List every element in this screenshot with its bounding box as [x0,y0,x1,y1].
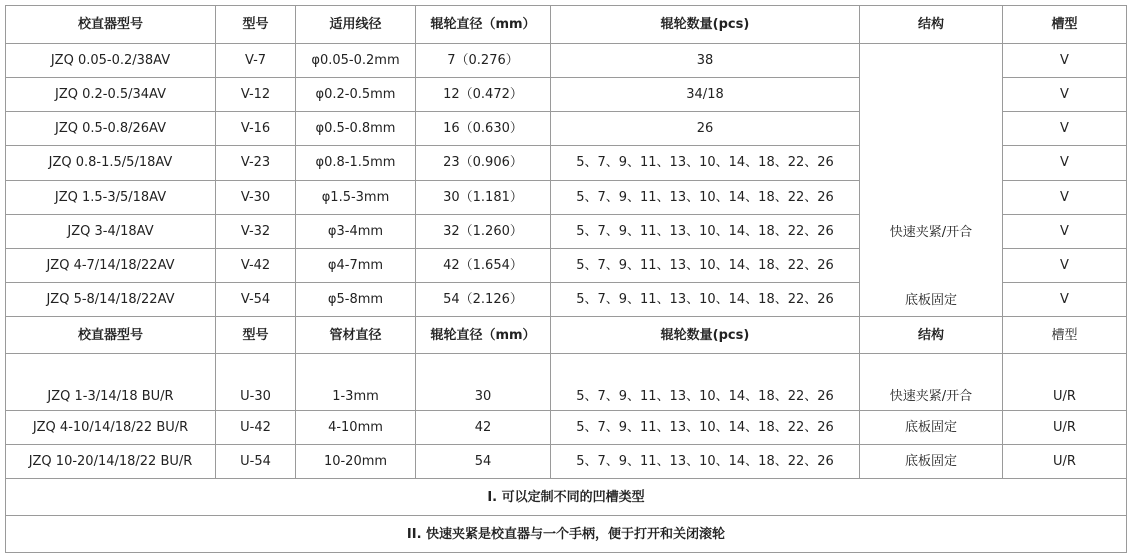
cell-range: φ5-8mm [296,282,416,316]
v-header-row [6,6,1127,44]
cell-range: φ4-7mm [296,248,416,282]
cell-qty: 5、7、9、11、13、10、14、18、22、26 [551,445,860,479]
cell-diameter: 42（1.654） [416,248,551,282]
note-row [6,516,1127,553]
cell-range: φ0.8-1.5mm [296,146,416,180]
col-header-roller-diameter: 辊轮直径（mm） [416,317,551,354]
table-row [6,44,1127,78]
cell-model: JZQ 0.8-1.5/5/18AV [6,146,216,180]
structure-quick-clamp: 快速夹紧/开合 [889,225,973,240]
cell-range: φ3-4mm [296,214,416,248]
cell-range: φ1.5-3mm [296,180,416,214]
cell-model: JZQ 3-4/18AV [6,214,216,248]
cell-groove: V [1003,282,1127,316]
cell-type: V-30 [216,180,296,214]
cell-diameter: 54 [416,445,551,479]
cell-groove: V [1003,248,1127,282]
cell-range: 1-3mm [296,354,416,411]
cell-diameter: 42 [416,411,551,445]
cell-diameter: 23（0.906） [416,146,551,180]
cell-groove: U/R [1003,354,1127,411]
straightener-spec-table [5,5,1127,553]
cell-type: U-30 [216,354,296,411]
note-row [6,479,1127,516]
cell-range: φ0.5-0.8mm [296,112,416,146]
table-row [6,411,1127,445]
cell-groove: V [1003,78,1127,112]
cell-model: JZQ 4-10/14/18/22 BU/R [6,411,216,445]
note-quick-clamp: II. 快速夹紧是校直器与一个手柄，便于打开和关闭滚轮 [6,516,1127,553]
col-header-model: 校直器型号 [6,317,216,354]
cell-qty: 5、7、9、11、13、10、14、18、22、26 [551,146,860,180]
cell-type: V-42 [216,248,296,282]
col-header-roller-diameter: 辊轮直径（mm） [416,6,551,44]
cell-diameter: 54（2.126） [416,282,551,316]
cell-type: U-54 [216,445,296,479]
cell-groove: U/R [1003,411,1127,445]
cell-diameter: 16（0.630） [416,112,551,146]
col-header-model: 校直器型号 [6,6,216,44]
col-header-roller-qty: 辊轮数量(pcs) [551,317,860,354]
col-header-groove: 槽型 [1003,317,1127,354]
cell-model: JZQ 5-8/14/18/22AV [6,282,216,316]
cell-diameter: 32（1.260） [416,214,551,248]
cell-qty: 26 [551,112,860,146]
col-header-roller-qty: 辊轮数量(pcs) [551,6,860,44]
cell-model: JZQ 1.5-3/5/18AV [6,180,216,214]
cell-qty: 5、7、9、11、13、10、14、18、22、26 [551,248,860,282]
table-row [6,445,1127,479]
cell-model: JZQ 0.2-0.5/34AV [6,78,216,112]
cell-qty: 5、7、9、11、13、10、14、18、22、26 [551,354,860,411]
col-header-structure: 结构 [860,6,1003,44]
cell-structure: 底板固定 [860,411,1003,445]
col-header-structure: 结构 [860,317,1003,354]
cell-groove: V [1003,180,1127,214]
col-header-wire-range: 适用线径 [296,6,416,44]
cell-range: 10-20mm [296,445,416,479]
cell-qty: 34/18 [551,78,860,112]
cell-type: V-12 [216,78,296,112]
cell-model: JZQ 4-7/14/18/22AV [6,248,216,282]
cell-qty: 38 [551,44,860,78]
cell-type: U-42 [216,411,296,445]
cell-qty: 5、7、9、11、13、10、14、18、22、26 [551,411,860,445]
cell-model: JZQ 0.05-0.2/38AV [6,44,216,78]
cell-model: JZQ 1-3/14/18 BU/R [6,354,216,411]
cell-model: JZQ 0.5-0.8/26AV [6,112,216,146]
cell-type: V-54 [216,282,296,316]
cell-diameter: 12（0.472） [416,78,551,112]
cell-diameter: 30 [416,354,551,411]
structure-merged-cell [860,44,1003,317]
table-row [6,354,1127,411]
cell-type: V-23 [216,146,296,180]
cell-qty: 5、7、9、11、13、10、14、18、22、26 [551,214,860,248]
cell-range: 4-10mm [296,411,416,445]
cell-groove: U/R [1003,445,1127,479]
col-header-tube-diameter: 管材直径 [296,317,416,354]
cell-model: JZQ 10-20/14/18/22 BU/R [6,445,216,479]
structure-base-fixed: 底板固定 [904,293,957,308]
cell-type: V-7 [216,44,296,78]
cell-structure: 快速夹紧/开合 [860,354,1003,411]
cell-type: V-16 [216,112,296,146]
cell-qty: 5、7、9、11、13、10、14、18、22、26 [551,180,860,214]
note-custom-groove: I. 可以定制不同的凹槽类型 [6,479,1127,516]
cell-type: V-32 [216,214,296,248]
cell-qty: 5、7、9、11、13、10、14、18、22、26 [551,282,860,316]
cell-groove: V [1003,214,1127,248]
col-header-groove: 槽型 [1003,6,1127,44]
col-header-type: 型号 [216,6,296,44]
cell-groove: V [1003,146,1127,180]
cell-diameter: 30（1.181） [416,180,551,214]
cell-diameter: 7（0.276） [416,44,551,78]
cell-structure: 底板固定 [860,445,1003,479]
cell-groove: V [1003,44,1127,78]
cell-groove: V [1003,112,1127,146]
cell-range: φ0.2-0.5mm [296,78,416,112]
cell-range: φ0.05-0.2mm [296,44,416,78]
u-header-row [6,317,1127,354]
col-header-type: 型号 [216,317,296,354]
